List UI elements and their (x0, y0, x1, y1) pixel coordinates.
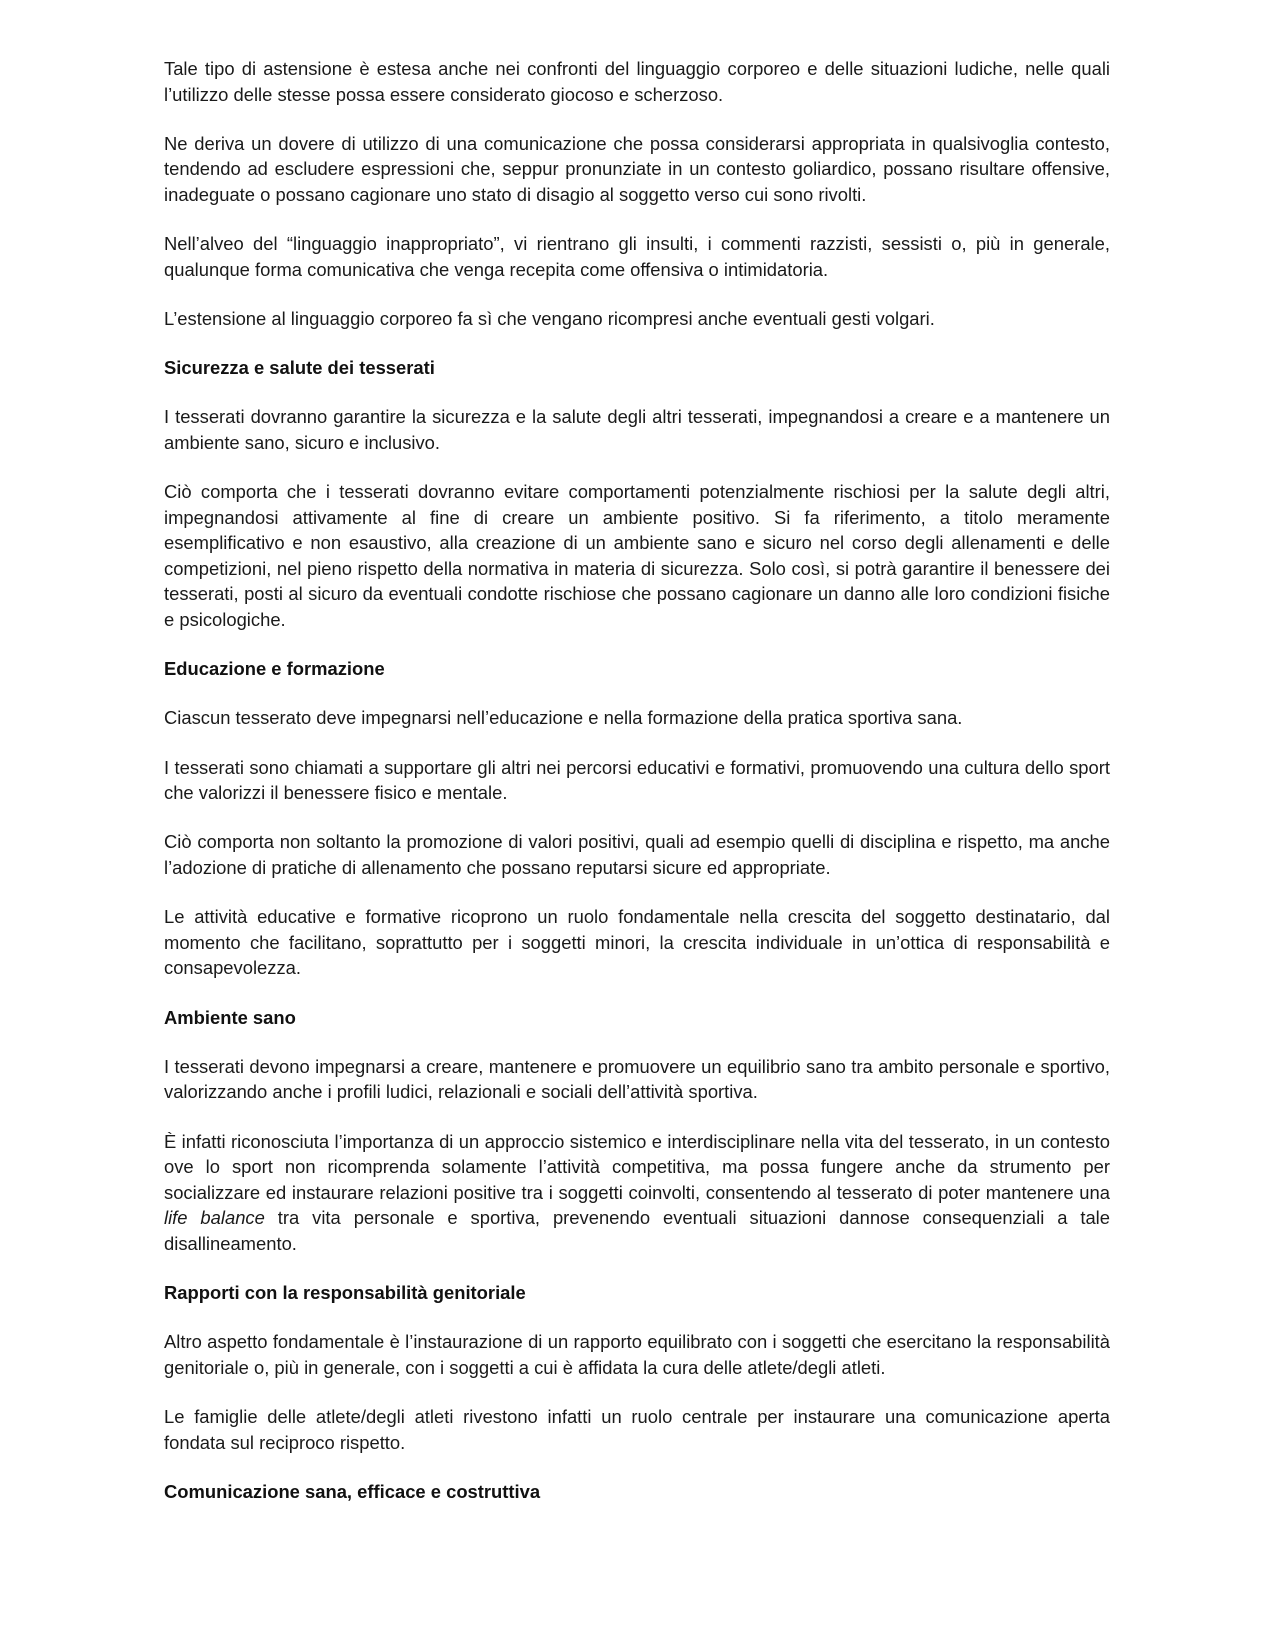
paragraph (164, 1129, 1110, 1257)
section-heading-educazione: Educazione e formazione (164, 658, 385, 680)
paragraph: L’estensione al linguaggio corporeo fa sì che vengano ricompresi anche eventuali gesti volgari. (164, 307, 935, 329)
paragraph: Altro aspetto fondamentale è l’instaurazione di un rapporto equilibrato con i soggetti che esercitano la responsabilità genitoriale o, più in generale, con i soggetti a cui è affidata la cura delle atlete/degli atleti. (164, 1331, 1110, 1378)
paragraph-text: È infatti riconosciuta l’importanza di un approccio sistemico e interdisciplinare nella vita del tesserato, in un contesto ove lo sport non ricomprenda solamente l’attività competitiva, ma possa fungere anche da strumento per socializzare ed instaurare relazioni positive tra i soggetti coinvolti, consentendo al tesserato di poter mantenere una (164, 1130, 1110, 1203)
paragraph: Ciò comporta che i tesserati dovranno evitare comportamenti potenzialmente rischiosi per la salute degli altri, impegnandosi attivamente al fine di creare un ambiente positivo. Si fa riferimento, a titolo meramente esemplificativo e non esaustivo, alla creazione di un ambiente sano e sicuro nel corso degli allenamenti e delle competizioni, nel pieno rispetto della normativa in materia di sicurezza. Solo così, si potrà garantire il benessere dei tesserati, posti al sicuro da eventuali condotte rischiose che possano cagionare un danno alle loro condizioni fisiche e psicologiche. (164, 481, 1110, 631)
section-heading-ambiente: Ambiente sano (164, 1006, 296, 1028)
paragraph: I tesserati dovranno garantire la sicurezza e la salute degli altri tesserati, impegnandosi a creare e a mantenere un ambiente sano, sicuro e inclusivo. (164, 406, 1110, 453)
section-heading-rapporti: Rapporti con la responsabilità genitoriale (164, 1282, 526, 1304)
paragraph: Tale tipo di astensione è estesa anche nei confronti del linguaggio corporeo e delle situazioni ludiche, nelle quali l’utilizzo delle stesse possa essere considerato giocoso e scherzoso. (164, 58, 1110, 105)
paragraph: Nell’alveo del “linguaggio inappropriato”, vi rientrano gli insulti, i commenti razzisti, sessisti o, più in generale, qualunque forma comunicativa che venga recepita come offensiva o intimidatoria. (164, 233, 1110, 280)
document-page (164, 56, 1110, 1528)
paragraph: Ciò comporta non soltanto la promozione di valori positivi, quali ad esempio quelli di disciplina e rispetto, ma anche l’adozione di pratiche di allenamento che possano reputarsi sicure ed appropriate. (164, 831, 1110, 878)
paragraph: Le attività educative e formative ricoprono un ruolo fondamentale nella crescita del soggetto destinatario, dal momento che facilitano, soprattutto per i soggetti minori, la crescita individuale in un’ottica di responsabilità e consapevolezza. (164, 906, 1110, 979)
paragraph: I tesserati sono chiamati a supportare gli altri nei percorsi educativi e formativi, promuovendo una cultura dello sport che valorizzi il benessere fisico e mentale. (164, 756, 1110, 804)
paragraph: Ciascun tesserato deve impegnarsi nell’educazione e nella formazione della pratica sportiva sana. (164, 707, 963, 729)
section-heading-comunicazione: Comunicazione sana, efficace e costruttiva (164, 1480, 541, 1502)
italic-term: life balance (164, 1207, 265, 1229)
paragraph-text: tra vita personale e sportiva, prevenendo eventuali situazioni dannose consequenziali a tale disallineamento. (164, 1207, 1110, 1254)
paragraph: Le famiglie delle atlete/degli atleti rivestono infatti un ruolo centrale per instaurare una comunicazione aperta fondata sul reciproco rispetto. (164, 1406, 1110, 1453)
paragraph: I tesserati devono impegnarsi a creare, mantenere e promuovere un equilibrio sano tra ambito personale e sportivo, valorizzando anche i profili ludici, relazionali e sociali dell’attività sportiva. (164, 1055, 1110, 1103)
paragraph: Ne deriva un dovere di utilizzo di una comunicazione che possa considerarsi appropriata in qualsivoglia contesto, tendendo ad escludere espressioni che, seppur pronunziate in un contesto goliardico, possano risultare offensive, inadeguate o possano cagionare uno stato di disagio al soggetto verso cui sono rivolti. (164, 132, 1110, 205)
section-heading-sicurezza: Sicurezza e salute dei tesserati (164, 357, 435, 379)
